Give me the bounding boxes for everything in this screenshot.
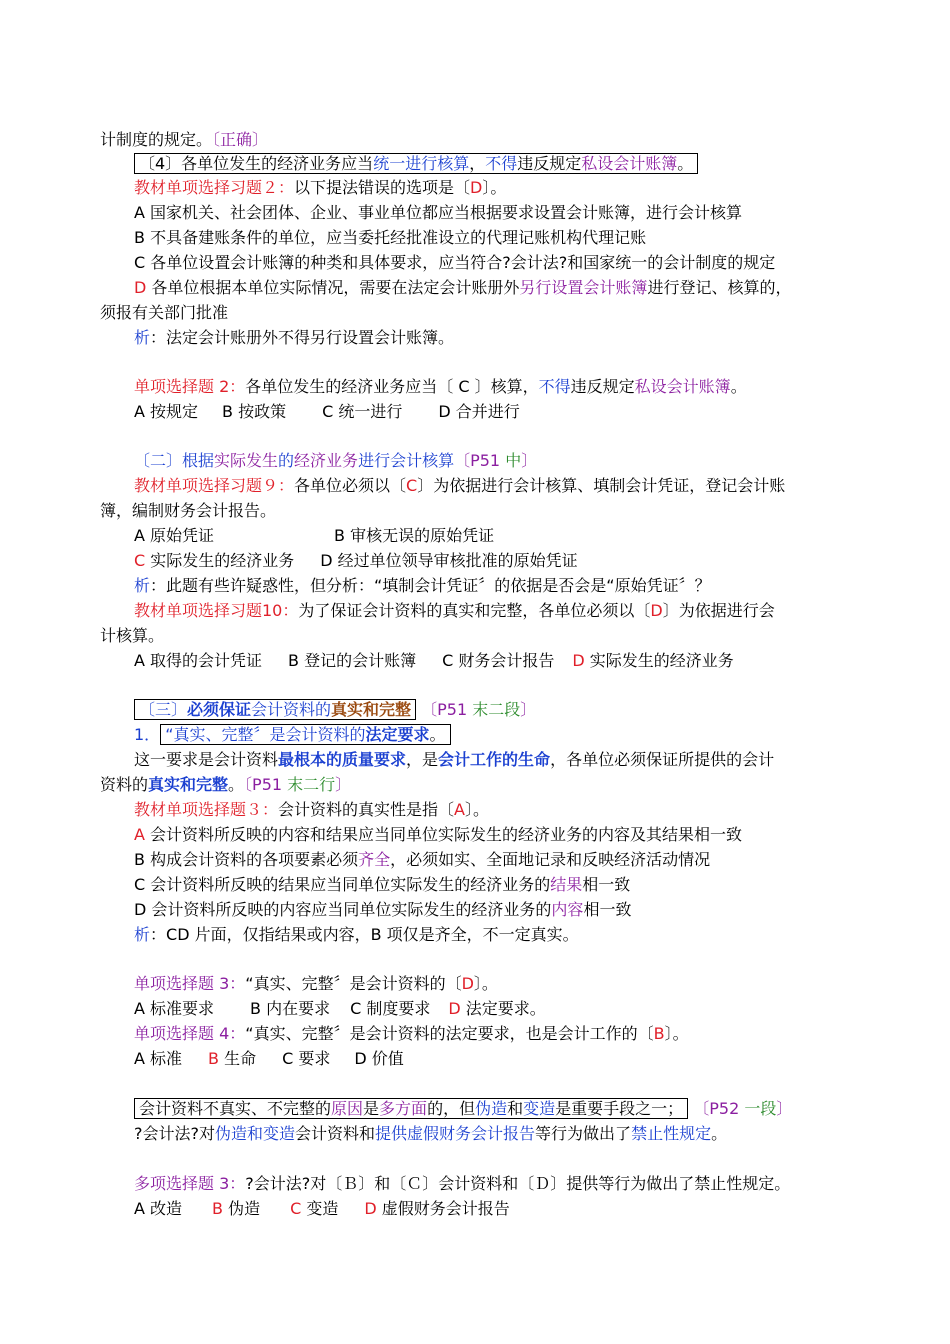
boxed-statement: 〔4〕各单位发生的经济业务应当统一进行核算，不得违反规定私设会计账簿。 <box>134 153 698 174</box>
question-heading: 教材单项选择习题９：各单位必须以〔C〕为依据进行会计核算、填制会计凭证，登记会计账 <box>134 476 786 495</box>
options-row: A 按规定 B 按政策 C 统一进行 D 合并进行 <box>134 402 520 421</box>
question-heading: 教材单项选择题３：会计资料的真实性是指〔A〕。 <box>134 800 489 819</box>
question-heading: 单项选择题 3：“真实、完整〞是会计资料的〔D〕。 <box>134 974 498 993</box>
question-heading: 教材单项选择习题２：以下提法错误的选项是〔D〕。 <box>134 178 507 197</box>
options-row: A 取得的会计凭证 B 登记的会计账簿 C 财务会计报告 D 实际发生的经济业务 <box>134 651 734 670</box>
text-line: 会计资料不真实、不完整的原因是多方面的，但伪造和变造是重要手段之一； 〔P52 一段〕 <box>134 1099 792 1119</box>
section-heading: 〔三〕必须保证会计资料的真实和完整 〔P51 末二段〕 <box>134 700 536 720</box>
question-heading: 教材单项选择习题10：为了保证会计资料的真实和完整，各单位必须以〔D〕为依据进行会 <box>134 601 775 620</box>
option-line: A 会计资料所反映的内容和结果应当同单位实际发生的经济业务的内容及其结果相一致 <box>134 825 743 844</box>
text-line: ?会计法?对伪造和变造会计资料和提供虚假财务会计报告等行为做出了禁止性规定。 <box>134 1124 728 1143</box>
options-row: A 标准 B 生命 C 要求 D 价值 <box>134 1049 404 1068</box>
option-line: B 不具备建账条件的单位，应当委托经批准设立的代理记账机构代理记账 <box>134 228 647 247</box>
option-line: C 会计资料所反映的结果应当同单位实际发生的经济业务的结果相一致 <box>134 875 631 894</box>
option-line: C 各单位设置会计账簿的种类和具体要求，应当符合?会计法?和国家统一的会计制度的规定 <box>134 253 776 272</box>
text-line: 资料的真实和完整。〔P51 末二行〕 <box>100 775 352 794</box>
analysis-line: 析：CD 片面，仅指结果或内容，B 项仅是齐全，不一定真实。 <box>134 925 579 944</box>
options-row: C 实际发生的经济业务 D 经过单位领导审核批准的原始凭证 <box>134 551 578 570</box>
text-line: 须报有关部门批准 <box>100 303 229 322</box>
analysis-line: 析：法定会计账册外不得另行设置会计账簿。 <box>134 328 455 347</box>
question-heading: 单项选择题 2：各单位发生的经济业务应当〔 C 〕核算，不得违反规定私设会计账簿。 <box>134 377 747 396</box>
options-row: A 改造 B 伪造 C 变造 D 虚假财务会计报告 <box>134 1199 510 1218</box>
options-row: A 标准要求 B 内在要求 C 制度要求 D 法定要求。 <box>134 999 546 1018</box>
section-heading: 〔二〕根据实际发生的经济业务进行会计核算〔P51 中〕 <box>134 451 538 470</box>
option-line: D 各单位根据本单位实际情况，需要在法定会计账册外另行设置会计账簿进行登记、核算的， <box>134 278 792 297</box>
text-line: 计核算。 <box>100 626 165 645</box>
text-line: 簿，编制财务会计报告。 <box>100 501 277 520</box>
text-line: 计制度的规定。〔正确〕 <box>100 130 269 149</box>
question-heading: 单项选择题 4：“真实、完整〞是会计资料的法定要求，也是会计工作的〔B〕。 <box>134 1024 689 1043</box>
option-line: B 构成会计资料的各项要素必须齐全，必须如实、全面地记录和反映经济活动情况 <box>134 850 711 869</box>
analysis-line: 析：此题有些许疑惑性，但分析：“填制会计凭证〞的依据是否会是“原始凭证〞？ <box>134 576 711 595</box>
text-line: 这一要求是会计资料最根本的质量要求，是会计工作的生命，各单位必须保证所提供的会计 <box>134 750 775 769</box>
option-line: D 会计资料所反映的内容应当同单位实际发生的经济业务的内容相一致 <box>134 900 632 919</box>
options-row: A 原始凭证 B 审核无误的原始凭证 <box>134 526 495 545</box>
text-line <box>134 154 698 174</box>
option-line: A 国家机关、社会团体、企业、事业单位都应当根据要求设置会计账簿，进行会计核算 <box>134 203 743 222</box>
subheading: 1． “真实、完整〞是会计资料的法定要求。 <box>134 725 451 745</box>
question-heading: 多项选择题 3：?会计法?对〔Ｂ〕和〔Ｃ〕会计资料和〔Ｄ〕提供等行为做出了禁止性规定。 <box>134 1174 791 1193</box>
